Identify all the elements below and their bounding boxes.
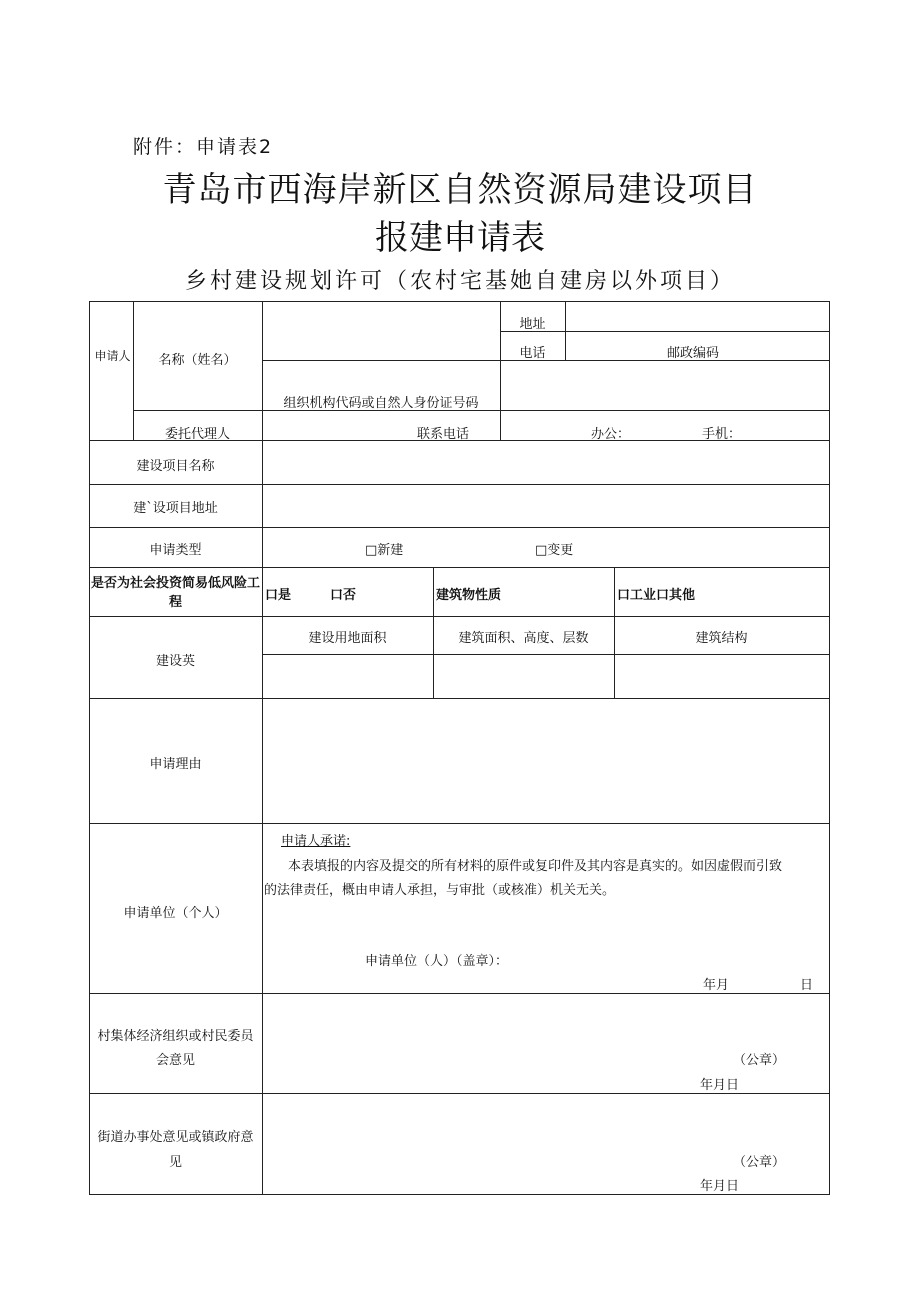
commitment-heading: 申请人承诺: xyxy=(281,834,351,849)
building-structure-header: 建筑结构 xyxy=(695,631,748,646)
project-address-label: 建`设项目地址 xyxy=(133,501,218,516)
street-seal: （公章） xyxy=(733,1155,786,1170)
page-title: 青岛市西海岸新区自然资源局建设项目 xyxy=(162,170,758,210)
phone-label: 电话 xyxy=(519,346,546,361)
village-seal: （公章） xyxy=(733,1053,786,1068)
street-date: 年月日 xyxy=(700,1179,740,1194)
building-area-header: 建筑面积、高度、层数 xyxy=(458,631,589,646)
project-name-label: 建设项目名称 xyxy=(136,459,215,474)
type-new-checkbox[interactable]: □新建 xyxy=(365,543,404,558)
commitment-text-1: 本表填报的内容及提交的所有材料的原件或复印件及其内容是真实的。如因虚假而引致 xyxy=(288,859,783,874)
applicant-unit-label: 申请单位（个人） xyxy=(123,906,228,921)
seal-label: 申请单位（人）（盖章）： xyxy=(365,954,509,969)
application-reason-label: 申请理由 xyxy=(149,757,202,772)
commitment-date-d: 日 xyxy=(800,978,814,993)
village-date: 年月日 xyxy=(700,1078,740,1093)
construction-scale-label: 建设英 xyxy=(155,654,195,669)
agent-label: 委托代理人 xyxy=(164,427,230,442)
street-opinion-label-1: 街道办事处意见或镇政府意 xyxy=(97,1130,254,1145)
building-nature-label: 建筑物性质 xyxy=(436,588,502,603)
attachment-label: 附件：申请表2 xyxy=(133,136,274,158)
application-type-label: 申请类型 xyxy=(149,543,202,558)
street-opinion-label-2: 见 xyxy=(168,1155,182,1170)
land-area-header: 建设用地面积 xyxy=(308,631,387,646)
type-change-checkbox[interactable]: □变更 xyxy=(535,543,574,558)
office-phone-label: 办公： xyxy=(591,427,631,442)
form-subtitle: 乡村建设规划许可（农村宅基她自建房以外项目） xyxy=(184,269,735,294)
name-label: 名称（姓名） xyxy=(158,353,237,368)
contact-phone-label: 联系电话 xyxy=(417,427,470,442)
commitment-text-2: 的法律责任，概由申请人承担，与审批（或核准）机关无关。 xyxy=(264,883,616,898)
address-label: 地址 xyxy=(519,317,546,332)
commitment-date-ym: 年月 xyxy=(703,978,730,993)
mobile-phone-label: 手机： xyxy=(702,427,742,442)
applicant-group-label: 申请人 xyxy=(94,349,131,363)
village-opinion-label-2: 会意见 xyxy=(155,1053,195,1068)
village-opinion-label-1: 村集体经济组织或村民委员 xyxy=(97,1029,254,1044)
low-risk-options[interactable]: 口是 口否 xyxy=(265,588,357,603)
page-title-line2: 报建申请表 xyxy=(375,218,545,258)
id-number-label: 组织机构代码或自然人身份证号码 xyxy=(283,396,479,411)
postcode-label: 邮政编码 xyxy=(667,346,720,361)
building-nature-options[interactable]: 口工业口其他 xyxy=(617,588,696,603)
low-risk-label: 是否为社会投资简易低风险工程 xyxy=(91,576,261,610)
